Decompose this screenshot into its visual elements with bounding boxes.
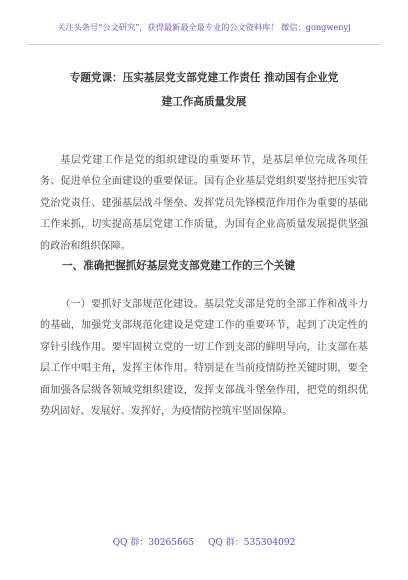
document-title [40, 66, 368, 114]
promo-header: 关注头条号“公文研究”，获得最新最全最专业的公文资料库！ 微信：gongwenyj [57, 22, 351, 32]
section-heading: 一、准确把握抓好基层党支部党建工作的三个关键 [62, 260, 296, 272]
contact-footer [0, 535, 408, 548]
section-paragraph: （一）要抓好支部规范化建设。基层党支部是党的全部工作和战斗力的基础，加强党支部规范化建设是党建工作的重要环节，起到了决定性的穿针引线作用。要牢固树立党的一切工作到支部的鲜明导向，让支部在基层工作中唱主角，发挥主体作用。特别是在当前疫情防控关键时期，要全面加强各层级各领域党组织建设，发挥支部战斗堡垒作用，把党的组织优势巩固好、发展好、发挥好，为疫情防控筑牢坚固保障。 [40, 299, 368, 418]
intro-paragraph: 基层党建工作是党的组织建设的重要环节，是基层单位完成各项任务、促进单位全面建设的重要保证。国有企业基层党组织要坚持把压实管党治党责任、建强基层战斗堡垒、发挥党员先锋模范作用作为重要的基础工作来抓，切实提高基层党建工作质量，为国有企业高质量发展提供坚强的政治和组织保障。 [40, 155, 368, 252]
document-title-line-2: 建工作高质量发展 [161, 96, 247, 108]
header-divider [28, 44, 380, 45]
qq-group-2: QQ 群：535304092 [208, 538, 296, 548]
document-title-line-1: 专题党课：压实基层党支部党建工作责任 推动国有企业党 [69, 72, 339, 84]
qq-group-1: QQ 群：30265665 [112, 538, 195, 548]
